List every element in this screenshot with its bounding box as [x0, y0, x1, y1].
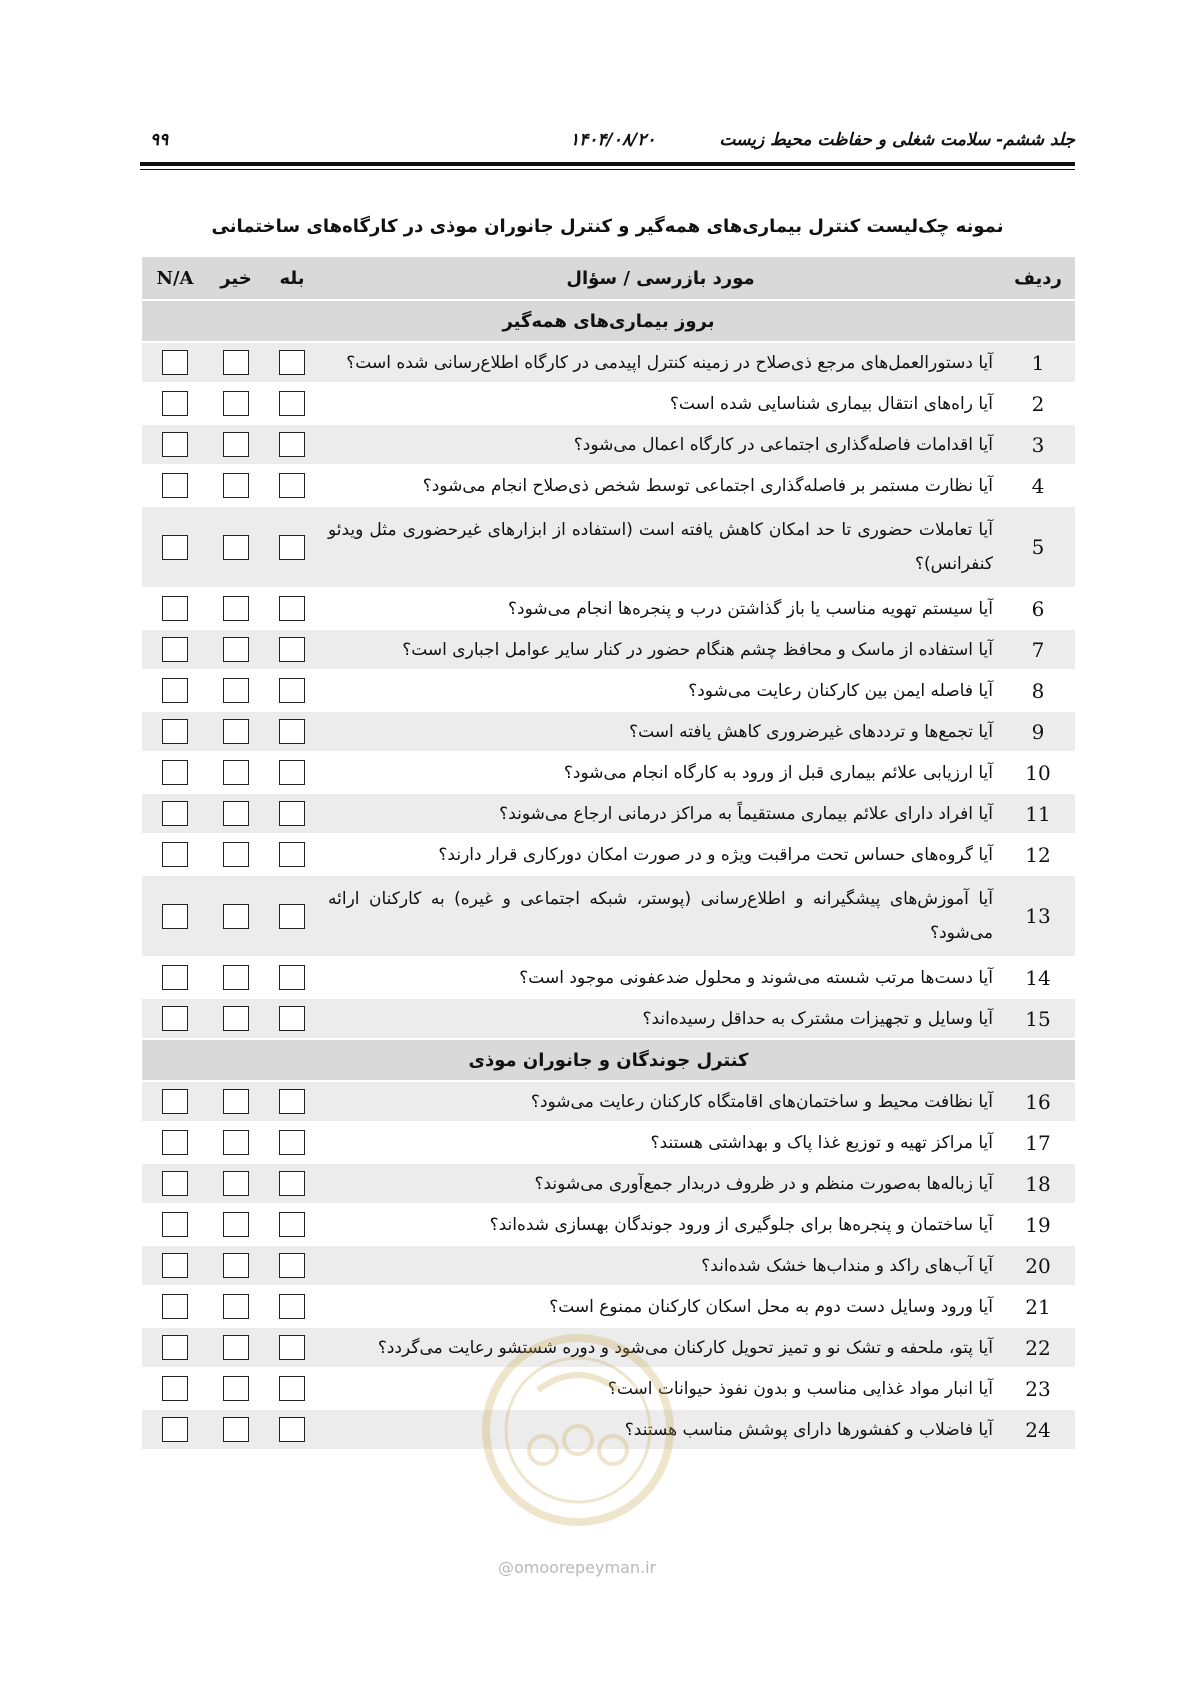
yes-cell [264, 1368, 320, 1409]
no-cell [208, 1204, 264, 1245]
yes-checkbox[interactable] [279, 637, 305, 662]
yes-checkbox[interactable] [279, 1130, 305, 1155]
question-text: آیا ساختمان و پنجره‌ها برای جلوگیری از ورود جوندگان بهسازی شده‌اند؟ [320, 1204, 1001, 1245]
column-header-question: مورد بازرسی / سؤال [320, 257, 1001, 300]
no-checkbox[interactable] [223, 801, 249, 826]
no-cell [208, 1245, 264, 1286]
yes-checkbox[interactable] [279, 350, 305, 375]
no-checkbox[interactable] [223, 965, 249, 990]
na-cell [142, 1081, 208, 1122]
yes-checkbox[interactable] [279, 1006, 305, 1031]
no-cell [208, 1163, 264, 1204]
table-header-row [142, 257, 1075, 300]
checklist-row [142, 670, 1075, 711]
watermark-seal [478, 1320, 678, 1540]
row-number: 15 [1001, 998, 1075, 1039]
yes-cell [264, 629, 320, 670]
yes-checkbox[interactable] [279, 719, 305, 744]
na-cell [142, 383, 208, 424]
na-cell [142, 342, 208, 383]
checklist-row [142, 793, 1075, 834]
yes-cell [264, 383, 320, 424]
page-date: ۱۴۰۴/۰۸/۲۰ [570, 130, 656, 150]
na-checkbox[interactable] [162, 350, 188, 375]
no-checkbox[interactable] [223, 391, 249, 416]
section-header-row [142, 1039, 1075, 1081]
no-checkbox[interactable] [223, 596, 249, 621]
yes-checkbox[interactable] [279, 1335, 305, 1360]
yes-cell [264, 1409, 320, 1450]
header-rule-thin [140, 169, 1075, 170]
no-cell [208, 834, 264, 875]
question-text: آیا پتو، ملحفه و تشک نو و تمیز تحویل کارکنان می‌شود و دوره شستشو رعایت می‌گردد؟ [320, 1327, 1001, 1368]
checklist-row [142, 506, 1075, 588]
yes-cell [264, 1163, 320, 1204]
row-number: 4 [1001, 465, 1075, 506]
question-text: آیا دست‌ها مرتب شسته می‌شوند و محلول ضدعفونی موجود است؟ [320, 957, 1001, 998]
checklist-row [142, 711, 1075, 752]
na-checkbox[interactable] [162, 535, 188, 560]
yes-cell [264, 752, 320, 793]
no-checkbox[interactable] [223, 1253, 249, 1278]
question-text: آیا تجمع‌ها و ترددهای غیرضروری کاهش یافته است؟ [320, 711, 1001, 752]
checklist-row [142, 465, 1075, 506]
na-checkbox[interactable] [162, 1253, 188, 1278]
yes-cell [264, 506, 320, 588]
na-checkbox[interactable] [162, 719, 188, 744]
row-number: 5 [1001, 506, 1075, 588]
row-number: 11 [1001, 793, 1075, 834]
no-checkbox[interactable] [223, 1089, 249, 1114]
row-number: 16 [1001, 1081, 1075, 1122]
row-number: 3 [1001, 424, 1075, 465]
row-number: 20 [1001, 1245, 1075, 1286]
yes-cell [264, 1081, 320, 1122]
yes-checkbox[interactable] [279, 1417, 305, 1442]
no-cell [208, 1081, 264, 1122]
no-cell [208, 342, 264, 383]
checklist-row [142, 629, 1075, 670]
yes-cell [264, 1245, 320, 1286]
question-text: آیا فاصله ایمن بین کارکنان رعایت می‌شود؟ [320, 670, 1001, 711]
no-checkbox[interactable] [223, 1294, 249, 1319]
na-checkbox[interactable] [162, 432, 188, 457]
na-cell [142, 957, 208, 998]
question-text: آیا ارزیابی علائم بیماری قبل از ورود به کارگاه انجام می‌شود؟ [320, 752, 1001, 793]
row-number: 23 [1001, 1368, 1075, 1409]
row-number: 1 [1001, 342, 1075, 383]
no-checkbox[interactable] [223, 904, 249, 929]
yes-cell [264, 834, 320, 875]
no-checkbox[interactable] [223, 637, 249, 662]
na-checkbox[interactable] [162, 760, 188, 785]
section-title: بروز بیماری‌های همه‌گیر [142, 300, 1075, 342]
row-number: 24 [1001, 1409, 1075, 1450]
checklist-row [142, 1122, 1075, 1163]
question-text: آیا آب‌های راکد و منداب‌ها خشک شده‌اند؟ [320, 1245, 1001, 1286]
na-cell [142, 1204, 208, 1245]
na-checkbox[interactable] [162, 1376, 188, 1401]
row-number: 7 [1001, 629, 1075, 670]
na-cell [142, 670, 208, 711]
no-cell [208, 957, 264, 998]
na-checkbox[interactable] [162, 1294, 188, 1319]
na-checkbox[interactable] [162, 596, 188, 621]
no-cell [208, 670, 264, 711]
question-text: آیا گروه‌های حساس تحت مراقبت ویژه و در صورت امکان دورکاری قرار دارند؟ [320, 834, 1001, 875]
yes-cell [264, 957, 320, 998]
row-number: 22 [1001, 1327, 1075, 1368]
no-checkbox[interactable] [223, 535, 249, 560]
question-text: آیا استفاده از ماسک و محافظ چشم هنگام حضور در کنار سایر عوامل اجباری است؟ [320, 629, 1001, 670]
no-cell [208, 1286, 264, 1327]
no-cell [208, 998, 264, 1039]
no-cell [208, 1122, 264, 1163]
question-text: آیا سیستم تهویه مناسب یا باز گذاشتن درب و پنجره‌ها انجام می‌شود؟ [320, 588, 1001, 629]
no-checkbox[interactable] [223, 1212, 249, 1237]
na-checkbox[interactable] [162, 637, 188, 662]
checklist-row [142, 588, 1075, 629]
question-text: آیا اقدامات فاصله‌گذاری اجتماعی در کارگاه اعمال می‌شود؟ [320, 424, 1001, 465]
checklist-row [142, 1245, 1075, 1286]
question-text: آیا نظارت مستمر بر فاصله‌گذاری اجتماعی توسط شخص ذی‌صلاح انجام می‌شود؟ [320, 465, 1001, 506]
no-cell [208, 1327, 264, 1368]
yes-checkbox[interactable] [279, 842, 305, 867]
document-title: نمونه چک‌لیست کنترل بیماری‌های همه‌گیر و کنترل جانوران موذی در کارگاه‌های ساختمانی [211, 216, 1004, 237]
na-cell [142, 875, 208, 957]
no-cell [208, 383, 264, 424]
na-cell [142, 998, 208, 1039]
yes-cell [264, 588, 320, 629]
no-cell [208, 793, 264, 834]
yes-cell [264, 424, 320, 465]
yes-checkbox[interactable] [279, 1171, 305, 1196]
checklist-row [142, 1081, 1075, 1122]
no-cell [208, 875, 264, 957]
no-checkbox[interactable] [223, 678, 249, 703]
na-cell [142, 1368, 208, 1409]
row-number: 12 [1001, 834, 1075, 875]
yes-cell [264, 1204, 320, 1245]
na-cell [142, 1409, 208, 1450]
na-cell [142, 752, 208, 793]
yes-checkbox[interactable] [279, 1253, 305, 1278]
na-cell [142, 424, 208, 465]
table-body [142, 300, 1075, 1450]
row-number: 21 [1001, 1286, 1075, 1327]
na-cell [142, 793, 208, 834]
yes-checkbox[interactable] [279, 1212, 305, 1237]
no-checkbox[interactable] [223, 432, 249, 457]
no-checkbox[interactable] [223, 1130, 249, 1155]
yes-cell [264, 1327, 320, 1368]
question-text: آیا دستورالعمل‌های مرجع ذی‌صلاح در زمینه کنترل اپیدمی در کارگاه اطلاع‌رسانی شده است؟ [320, 342, 1001, 383]
question-text: آیا ورود وسایل دست دوم به محل اسکان کارکنان ممنوع است؟ [320, 1286, 1001, 1327]
no-checkbox[interactable] [223, 1417, 249, 1442]
yes-checkbox[interactable] [279, 432, 305, 457]
page-header [140, 128, 1075, 156]
no-cell [208, 629, 264, 670]
question-text: آیا آموزش‌های پیشگیرانه و اطلاع‌رسانی (پوستر، شبکه اجتماعی و غیره) به کارکنان ارائه می‌شود؟ [320, 875, 1001, 957]
no-cell [208, 465, 264, 506]
row-number: 14 [1001, 957, 1075, 998]
no-checkbox[interactable] [223, 473, 249, 498]
yes-checkbox[interactable] [279, 1089, 305, 1114]
na-cell [142, 1286, 208, 1327]
yes-checkbox[interactable] [279, 473, 305, 498]
no-cell [208, 424, 264, 465]
yes-cell [264, 465, 320, 506]
header-rule-thick [140, 162, 1075, 166]
checklist-row [142, 1163, 1075, 1204]
page-number: ۹۹ [150, 130, 169, 150]
no-checkbox[interactable] [223, 1376, 249, 1401]
yes-checkbox[interactable] [279, 391, 305, 416]
checklist-row [142, 424, 1075, 465]
column-header-yes: بله [264, 257, 320, 300]
no-checkbox[interactable] [223, 719, 249, 744]
yes-cell [264, 711, 320, 752]
question-text: آیا نظافت محیط و ساختمان‌های اقامتگاه کارکنان رعایت می‌شود؟ [320, 1081, 1001, 1122]
column-header-no: خیر [208, 257, 264, 300]
yes-cell [264, 670, 320, 711]
checklist-row [142, 1204, 1075, 1245]
no-cell [208, 1409, 264, 1450]
question-text: آیا افراد دارای علائم بیماری مستقیماً به مراکز درمانی ارجاع می‌شوند؟ [320, 793, 1001, 834]
no-cell [208, 711, 264, 752]
na-checkbox[interactable] [162, 965, 188, 990]
yes-cell [264, 793, 320, 834]
no-checkbox[interactable] [223, 1335, 249, 1360]
row-number: 17 [1001, 1122, 1075, 1163]
yes-checkbox[interactable] [279, 535, 305, 560]
question-text: آیا راه‌های انتقال بیماری شناسایی شده است؟ [320, 383, 1001, 424]
yes-cell [264, 1122, 320, 1163]
na-cell [142, 1327, 208, 1368]
checklist-table [142, 257, 1075, 1451]
question-text: آیا فاضلاب و کفشورها دارای پوشش مناسب هستند؟ [320, 1409, 1001, 1450]
column-header-na: N/A [142, 257, 208, 300]
yes-cell [264, 875, 320, 957]
row-number: 18 [1001, 1163, 1075, 1204]
na-cell [142, 1163, 208, 1204]
na-checkbox[interactable] [162, 1417, 188, 1442]
na-cell [142, 465, 208, 506]
column-header-row: ردیف [1001, 257, 1075, 300]
no-cell [208, 588, 264, 629]
checklist-row [142, 752, 1075, 793]
book-title: جلد ششم- سلامت شغلی و حفاظت محیط زیست [719, 130, 1075, 150]
na-checkbox[interactable] [162, 1006, 188, 1031]
row-number: 13 [1001, 875, 1075, 957]
question-text: آیا انبار مواد غذایی مناسب و بدون نفوذ حیوانات است؟ [320, 1368, 1001, 1409]
no-checkbox[interactable] [223, 760, 249, 785]
na-checkbox[interactable] [162, 1335, 188, 1360]
checklist-row [142, 383, 1075, 424]
row-number: 10 [1001, 752, 1075, 793]
na-checkbox[interactable] [162, 1130, 188, 1155]
yes-cell [264, 998, 320, 1039]
checklist-row [142, 998, 1075, 1039]
no-checkbox[interactable] [223, 1171, 249, 1196]
watermark-site: @omoorepeyman.ir [498, 1558, 657, 1577]
no-checkbox[interactable] [223, 1006, 249, 1031]
yes-checkbox[interactable] [279, 596, 305, 621]
section-header-row [142, 300, 1075, 342]
question-text: آیا مراکز تهیه و توزیع غذا پاک و بهداشتی هستند؟ [320, 1122, 1001, 1163]
no-cell [208, 1368, 264, 1409]
question-text: آیا زباله‌ها به‌صورت منظم و در ظروف دربدار جمع‌آوری می‌شوند؟ [320, 1163, 1001, 1204]
yes-checkbox[interactable] [279, 1376, 305, 1401]
checklist-row [142, 875, 1075, 957]
na-checkbox[interactable] [162, 391, 188, 416]
no-checkbox[interactable] [223, 350, 249, 375]
row-number: 19 [1001, 1204, 1075, 1245]
section-title: کنترل جوندگان و جانوران موذی [142, 1039, 1075, 1081]
na-cell [142, 506, 208, 588]
yes-checkbox[interactable] [279, 801, 305, 826]
no-cell [208, 506, 264, 588]
yes-checkbox[interactable] [279, 678, 305, 703]
row-number: 9 [1001, 711, 1075, 752]
checklist-row [142, 957, 1075, 998]
row-number: 6 [1001, 588, 1075, 629]
na-cell [142, 834, 208, 875]
checklist-row [142, 834, 1075, 875]
checklist-row [142, 342, 1075, 383]
no-cell [208, 752, 264, 793]
question-text: آیا تعاملات حضوری تا حد امکان کاهش یافته است (استفاده از ابزارهای غیرحضوری مثل ویدئو کنفرانس)؟ [320, 506, 1001, 588]
question-text: آیا وسایل و تجهیزات مشترک به حداقل رسیده‌اند؟ [320, 998, 1001, 1039]
yes-cell [264, 342, 320, 383]
na-cell [142, 1122, 208, 1163]
yes-cell [264, 1286, 320, 1327]
na-checkbox[interactable] [162, 801, 188, 826]
row-number: 2 [1001, 383, 1075, 424]
yes-checkbox[interactable] [279, 760, 305, 785]
na-checkbox[interactable] [162, 473, 188, 498]
na-checkbox[interactable] [162, 842, 188, 867]
yes-checkbox[interactable] [279, 1294, 305, 1319]
na-checkbox[interactable] [162, 1171, 188, 1196]
yes-checkbox[interactable] [279, 965, 305, 990]
na-cell [142, 1245, 208, 1286]
na-cell [142, 588, 208, 629]
no-checkbox[interactable] [223, 842, 249, 867]
na-checkbox[interactable] [162, 904, 188, 929]
row-number: 8 [1001, 670, 1075, 711]
na-checkbox[interactable] [162, 1089, 188, 1114]
na-cell [142, 711, 208, 752]
na-cell [142, 629, 208, 670]
na-checkbox[interactable] [162, 1212, 188, 1237]
na-checkbox[interactable] [162, 678, 188, 703]
yes-checkbox[interactable] [279, 904, 305, 929]
